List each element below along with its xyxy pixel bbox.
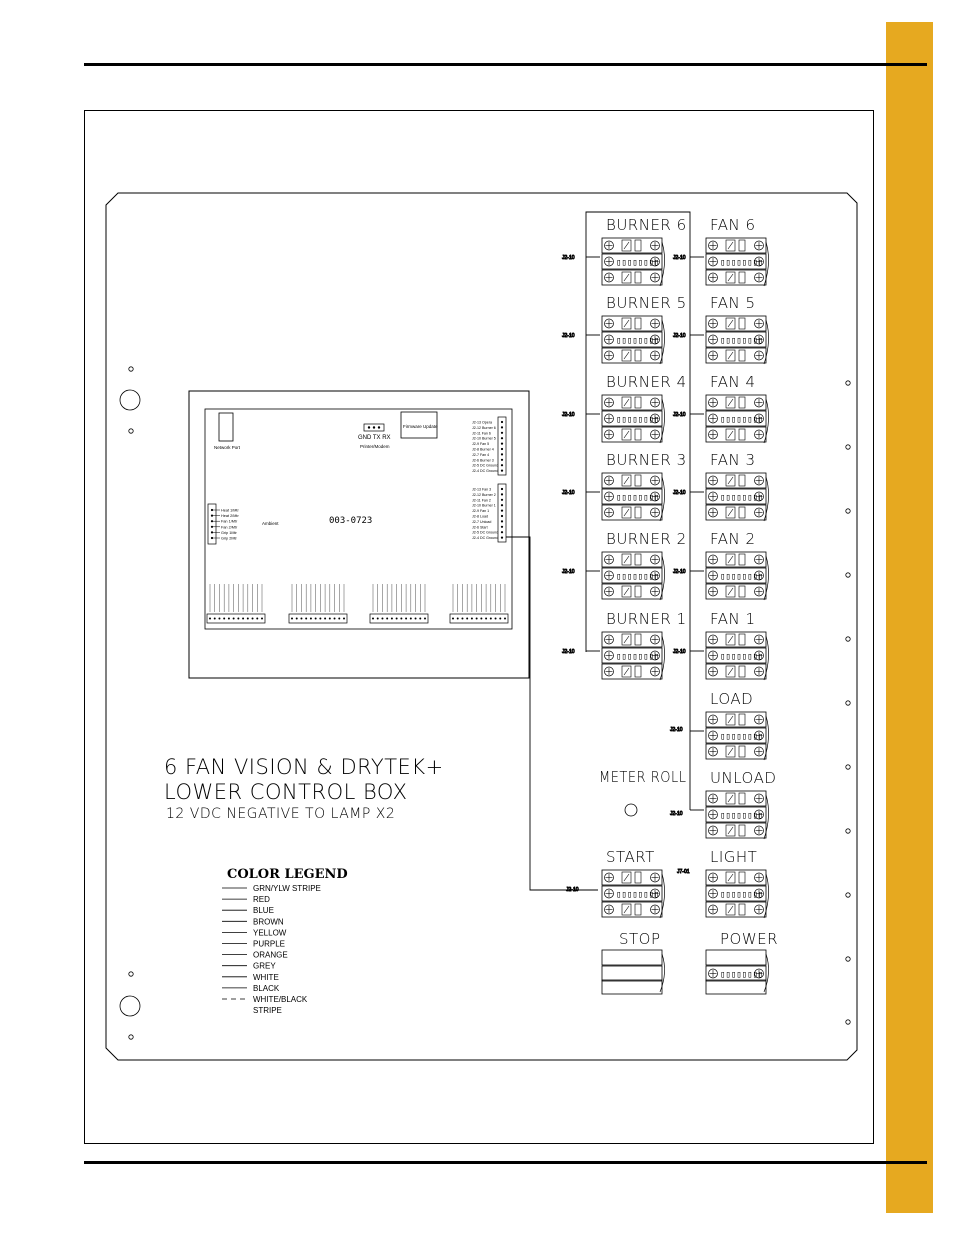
switch-burner-2 bbox=[602, 530, 687, 600]
legend-item: BLUE bbox=[253, 906, 274, 916]
contact-block-icon: ▯▯▯▯▯▯▯▯ bbox=[616, 336, 660, 346]
switch-label: FAN 2 bbox=[710, 530, 756, 548]
connector-label: J2-11 Fan 2 bbox=[472, 498, 491, 503]
control-board bbox=[189, 391, 529, 678]
meter-roll-knob bbox=[625, 804, 637, 816]
sensor-label: Fan 2/Mtr bbox=[221, 525, 238, 530]
wire-id: J2-10 bbox=[566, 887, 579, 893]
wire-id: J2-10 bbox=[673, 649, 686, 655]
contact-block-icon: ▯▯▯▯▯▯▯▯ bbox=[720, 493, 764, 503]
connector-label: J2-12 Burner 6 bbox=[472, 425, 496, 430]
connector-pin bbox=[501, 421, 503, 423]
sensor-pin bbox=[211, 537, 213, 539]
switch-label: BURNER 5 bbox=[606, 294, 687, 312]
contact-block-icon: ▯▯▯▯▯▯▯▯ bbox=[616, 415, 660, 425]
switch-start bbox=[602, 848, 665, 918]
switch-label: START bbox=[606, 848, 655, 866]
contact-block-icon: ▯▯▯▯▯▯▯▯ bbox=[720, 890, 764, 900]
switch-fan-2 bbox=[706, 530, 769, 600]
contact-block-icon: ▯▯▯▯▯▯▯▯ bbox=[616, 572, 660, 582]
connector-pin bbox=[501, 459, 503, 461]
contact-block-icon: ▯▯▯▯▯▯▯▯ bbox=[616, 652, 660, 662]
sensor-pin bbox=[211, 526, 213, 528]
network-port-label: Network Port bbox=[214, 445, 241, 450]
connector-pin bbox=[501, 515, 503, 517]
legend-item: ORANGE bbox=[253, 950, 288, 960]
connector-pin bbox=[501, 510, 503, 512]
legend-item: RED bbox=[253, 895, 270, 905]
wiring-bus bbox=[506, 212, 690, 890]
connector-pin bbox=[501, 426, 503, 428]
wire-id: J2-10 bbox=[670, 727, 683, 733]
wire-id: J2-10 bbox=[562, 490, 575, 496]
switch-fan-4 bbox=[706, 373, 769, 443]
legend-item: BROWN bbox=[253, 917, 284, 927]
switch-fan-3 bbox=[706, 451, 769, 521]
sensor-pin bbox=[211, 509, 213, 511]
contact-block-icon: ▯▯▯▯▯▯▯▯ bbox=[616, 493, 660, 503]
legend-item: BLACK bbox=[253, 983, 280, 993]
wire-id: J2-10 bbox=[562, 649, 575, 655]
contact-block-icon: ▯▯▯▯▯▯▯▯ bbox=[720, 415, 764, 425]
wire-id: J2-10 bbox=[673, 255, 686, 261]
color-legend bbox=[222, 884, 321, 993]
switch-label: FAN 5 bbox=[710, 294, 756, 312]
switch-label: BURNER 1 bbox=[606, 610, 687, 628]
wire-id: J7-01 bbox=[677, 869, 690, 875]
switch-stop bbox=[602, 930, 665, 994]
wire-id: J2-10 bbox=[673, 412, 686, 418]
legend-item: PURPLE bbox=[253, 939, 286, 949]
switch-label: BURNER 6 bbox=[606, 216, 687, 234]
right-top-connector-labels bbox=[472, 421, 503, 474]
board-part-number: 003-0723 bbox=[329, 516, 373, 526]
sensor-label: Grip 2Mtr bbox=[221, 536, 237, 541]
diagram-title-line2: LOWER CONTROL BOX bbox=[164, 780, 408, 804]
connector-pin bbox=[501, 448, 503, 450]
firmware-update-label: Firmware Update bbox=[403, 424, 438, 429]
connector-label: J2-4 DC Ground bbox=[472, 469, 499, 474]
legend-dashed-label-2: STRIPE bbox=[253, 1006, 282, 1015]
connector-label: J2-10 Burner 5 bbox=[472, 436, 496, 441]
connector-label: J2-9 Fan 5 bbox=[472, 442, 490, 447]
connector-label: J2-8 Burner 4 bbox=[472, 447, 494, 452]
connector-pin bbox=[501, 443, 503, 445]
switch-fan-1 bbox=[706, 610, 769, 680]
sensor-label: Heat 2/Mtr bbox=[221, 514, 239, 519]
wire-id: J2-10 bbox=[673, 490, 686, 496]
contact-block-icon: ▯▯▯▯▯▯▯▯ bbox=[720, 336, 764, 346]
switch-label: BURNER 4 bbox=[606, 373, 687, 391]
ambient-label: Ambient bbox=[262, 521, 279, 526]
connector-label: J2-11 Fan 6 bbox=[472, 431, 491, 436]
contact-block-icon: ▯▯▯▯▯▯▯▯ bbox=[720, 572, 764, 582]
contact-block-icon: ▯▯▯▯▯▯▯▯ bbox=[720, 970, 764, 980]
switch-label: FAN 1 bbox=[710, 610, 756, 628]
switch-power bbox=[706, 930, 778, 994]
right-bottom-connector-labels bbox=[472, 488, 503, 541]
connector-label: J2-5 DC Ground bbox=[472, 530, 499, 535]
sensor-pin bbox=[211, 515, 213, 517]
switch-label: FAN 6 bbox=[710, 216, 756, 234]
connector-pin bbox=[501, 432, 503, 434]
contact-block-icon: ▯▯▯▯▯▯▯▯ bbox=[616, 890, 660, 900]
switch-fan-5 bbox=[706, 294, 769, 364]
contact-block-icon: ▯▯▯▯▯▯▯▯ bbox=[616, 258, 660, 268]
legend-dashed-label-1: WHITE/BLACK bbox=[253, 995, 308, 1004]
switch-burner-4 bbox=[602, 373, 687, 443]
wire-id: J2-10 bbox=[670, 811, 683, 817]
connector-pin bbox=[501, 499, 503, 501]
connector-pin bbox=[501, 537, 503, 539]
legend-item: GREY bbox=[253, 961, 276, 971]
switch-label: LOAD bbox=[710, 690, 754, 708]
network-port-icon bbox=[219, 413, 233, 441]
wire-id: J2-10 bbox=[562, 333, 575, 339]
switch-label: FAN 3 bbox=[710, 451, 756, 469]
diagram-title-line1: 6 FAN VISION & DRYTEK+ bbox=[164, 755, 444, 779]
switch-label: BURNER 2 bbox=[606, 530, 687, 548]
switch-label: FAN 4 bbox=[710, 373, 756, 391]
connector-label: J2-8 Load bbox=[472, 514, 488, 519]
switch-label: BURNER 3 bbox=[606, 451, 687, 469]
wire-id: J2-10 bbox=[673, 333, 686, 339]
connector-label: J2-12 Burner 2 bbox=[472, 492, 496, 497]
switch-load bbox=[706, 690, 769, 760]
switch-fan-6 bbox=[706, 216, 769, 286]
wire-id: J2-10 bbox=[562, 412, 575, 418]
connector-label: J2-6 Start bbox=[472, 525, 488, 530]
switch-label: UNLOAD bbox=[710, 769, 777, 787]
switch-label: STOP bbox=[619, 930, 661, 948]
meter-roll-label: METER ROLL bbox=[599, 769, 687, 787]
printer-modem-label: Printer/Modem bbox=[360, 444, 390, 449]
contact-block-icon: ▯▯▯▯▯▯▯▯ bbox=[720, 652, 764, 662]
connector-pin bbox=[501, 520, 503, 522]
contact-block-icon: ▯▯▯▯▯▯▯▯ bbox=[720, 732, 764, 742]
legend-item: GRN/YLW STRIPE bbox=[253, 884, 321, 893]
connector-pin bbox=[501, 526, 503, 528]
connector-label: J2-4 DC Ground bbox=[472, 536, 499, 541]
connector-label: J2-6 Burner 3 bbox=[472, 458, 494, 463]
switch-burner-5 bbox=[602, 294, 687, 364]
sensor-pin bbox=[211, 520, 213, 522]
connector-label: J2-7 Unload bbox=[472, 519, 492, 524]
wire-id: J2-10 bbox=[673, 569, 686, 575]
sensor-pin bbox=[211, 531, 213, 533]
connector-pin bbox=[501, 453, 503, 455]
contact-block-icon: ▯▯▯▯▯▯▯▯ bbox=[720, 811, 764, 821]
wire-id: J2-10 bbox=[562, 255, 575, 261]
connector-pin bbox=[501, 504, 503, 506]
switch-label: POWER bbox=[720, 930, 779, 948]
switch-unload bbox=[706, 769, 776, 839]
connector-label: J2-13 Opera bbox=[472, 420, 492, 425]
bottom-connectors bbox=[207, 584, 508, 623]
contact-block-icon: ▯▯▯▯▯▯▯▯ bbox=[720, 258, 764, 268]
switch-light bbox=[706, 848, 769, 918]
connector-pin bbox=[501, 470, 503, 472]
diagram-subtitle: 12 VDC NEGATIVE TO LAMP X2 bbox=[166, 806, 396, 822]
connector-pin bbox=[501, 464, 503, 466]
sensor-label: Fan 1/Mtr bbox=[221, 519, 238, 524]
connector-pin bbox=[501, 531, 503, 533]
switch-burner-1 bbox=[602, 610, 687, 680]
sensor-label: Heat 1/Mtr bbox=[221, 508, 239, 513]
right-mounting-holes bbox=[846, 381, 850, 1024]
connector-pin bbox=[501, 488, 503, 490]
gnd-tx-rx-label: GND TX RX bbox=[358, 435, 391, 441]
switch-burner-3 bbox=[602, 451, 687, 521]
connector-label: J2-13 Fan 3 bbox=[472, 487, 492, 492]
connector-label: J2-7 Fan 4 bbox=[472, 452, 490, 457]
wire-id: J2-10 bbox=[562, 569, 575, 575]
connector-pin bbox=[501, 493, 503, 495]
switch-label: LIGHT bbox=[710, 848, 758, 866]
connector-pin bbox=[501, 437, 503, 439]
switch-burner-6 bbox=[602, 216, 687, 286]
legend-title: COLOR LEGEND bbox=[227, 867, 348, 882]
legend-item: WHITE bbox=[253, 972, 279, 982]
sensor-labels bbox=[211, 509, 240, 541]
sensor-label: Grip 1Mtr bbox=[221, 530, 237, 535]
connector-label: J2-9 Fan 1 bbox=[472, 509, 490, 514]
connector-label: J2-10 Burner 1 bbox=[472, 503, 496, 508]
left-mounting-holes bbox=[120, 367, 140, 1039]
connector-label: J2-5 DC Ground bbox=[472, 463, 499, 468]
legend-item: YELLOW bbox=[253, 928, 287, 938]
